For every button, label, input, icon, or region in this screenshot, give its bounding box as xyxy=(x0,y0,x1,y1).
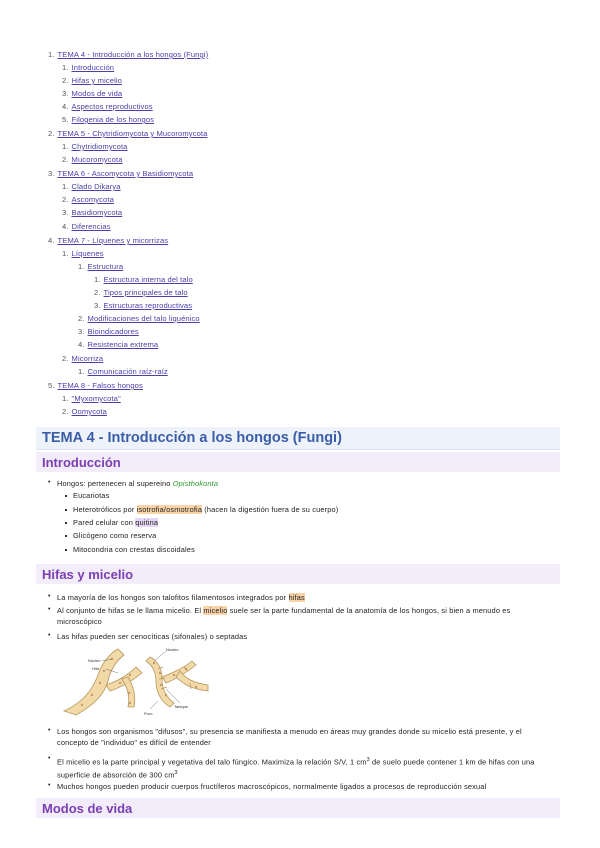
toc-link[interactable]: Bioindicadores xyxy=(87,327,139,336)
bullet-dot: • xyxy=(48,727,51,734)
heading-modos-de-vida xyxy=(36,798,560,818)
label-tabique: Tabique xyxy=(174,704,189,709)
text: Heterotróficos por xyxy=(73,505,137,514)
toc-link[interactable]: Tipos principales de talo xyxy=(103,288,188,297)
intro-sub-3 xyxy=(73,518,158,529)
toc-link[interactable]: Introducción xyxy=(71,63,115,72)
heading-introduccion-text: Introducción xyxy=(42,455,121,470)
bullet-dot: • xyxy=(48,782,51,789)
toc-link[interactable]: Aspectos reproductivos xyxy=(71,102,153,111)
toc-item[interactable]: 2. Oomycota xyxy=(62,407,107,416)
toc-item[interactable]: 1. Chytridiomycota xyxy=(62,142,128,151)
intro-sub-2 xyxy=(73,505,338,516)
intro-sub-1: Eucariotas xyxy=(73,491,110,500)
text: Al conjunto de hifas se le llama micelio. El xyxy=(57,606,204,615)
text: microscópico xyxy=(57,616,102,626)
text: Hongos: pertenecen al supereino xyxy=(57,479,173,488)
toc-item[interactable]: 1. Estructura interna del talo xyxy=(94,275,193,284)
toc-item[interactable]: 3. Estructuras reproductivas xyxy=(94,301,193,310)
toc-item[interactable]: 5. TEMA 8 - Falsos hongos xyxy=(48,381,143,390)
toc-link[interactable]: Modos de vida xyxy=(71,89,123,98)
hifas-bullet-1 xyxy=(57,593,305,604)
hifas-bullet-6: Muchos hongos pueden producir cuerpos fructíferos macroscópicos, normalmente ligados a procesos de reproducción sexual xyxy=(57,782,487,791)
text: suele ser la parte fundamental de la anatomía de los hongos, si bien a menudo es xyxy=(227,606,511,615)
highlight-text: quitina xyxy=(135,518,159,527)
text: de suelo puede contener 1 km de hifas con una xyxy=(369,757,535,767)
bullet-square xyxy=(65,495,67,497)
highlight-text: micelio xyxy=(203,606,228,615)
toc-item[interactable]: 3. Modos de vida xyxy=(62,89,123,98)
toc-item[interactable]: 4. Resistencia extrema xyxy=(78,340,159,349)
toc-link[interactable]: Modificaciones del talo liquénico xyxy=(87,314,200,323)
toc-item[interactable]: 3. Bioindicadores xyxy=(78,327,139,336)
toc-link[interactable]: Estructura xyxy=(87,262,124,271)
intro-bullet-1 xyxy=(57,479,218,490)
superscript: 3 xyxy=(366,757,370,763)
text: Los hongos son organismos "difusos", su presencia se manifiesta a menudo en áreas muy grandes donde su micelio está presente, y el xyxy=(57,727,522,736)
label-hifa: Hifa xyxy=(92,666,100,671)
toc-link[interactable]: Mucoromycota xyxy=(71,155,123,164)
highlight-text: isotrofia/osmotrofia xyxy=(136,505,203,514)
toc-link[interactable]: TEMA 5 - Chytridiomycota y Mucoromycota xyxy=(57,129,208,138)
toc-item[interactable]: 2. Micorriza xyxy=(62,354,104,363)
toc-item[interactable]: 1. Clado Dikarya xyxy=(62,182,121,191)
hifas-bullet-3: Las hifas pueden ser cenocíticas (sifonales) o septadas xyxy=(57,632,248,641)
toc-link[interactable]: Ascomycota xyxy=(71,195,114,204)
toc-item[interactable]: 1. Introducción xyxy=(62,63,115,72)
toc-link[interactable]: Líquenes xyxy=(71,249,104,258)
toc-link[interactable]: "Myxomycota" xyxy=(71,394,121,403)
label-nucleo-2: Núcleo xyxy=(166,647,179,652)
bullet-square xyxy=(65,549,67,551)
toc-link[interactable]: Basidiomycota xyxy=(71,208,123,217)
toc-item[interactable]: 4. TEMA 7 - Líquenes y micorrizas xyxy=(48,236,169,245)
superscript: 3 xyxy=(174,769,178,776)
hifas-bullet-4 xyxy=(57,727,557,748)
toc-link[interactable]: TEMA 6 - Ascomycota y Basidiomycota xyxy=(57,169,194,178)
text: superficie de absorción de 300 cm xyxy=(57,770,175,780)
heading-modos-de-vida-text: Modos de vida xyxy=(42,801,133,816)
heading-tema-4 xyxy=(36,427,560,450)
intro-sub-5: Mitocondria con crestas discoidales xyxy=(73,545,195,554)
heading-hifas-micelio xyxy=(36,564,560,584)
heading-hifas-micelio-text: Hifas y micelio xyxy=(42,567,134,582)
hifas-bullet-2 xyxy=(57,606,557,627)
toc-link[interactable]: Clado Dikarya xyxy=(71,182,121,191)
toc-item[interactable]: 2. Hifas y micelio xyxy=(62,76,122,85)
toc-link[interactable]: Resistencia extrema xyxy=(87,340,159,349)
heading-tema-4-text: TEMA 4 - Introducción a los hongos (Fungi) xyxy=(42,430,342,446)
toc-link[interactable]: Hifas y micelio xyxy=(71,76,122,85)
toc-item[interactable]: 4. Aspectos reproductivos xyxy=(62,102,153,111)
toc-item[interactable]: 1. Comunicación raíz-raíz xyxy=(78,367,168,376)
text: Pared celular con xyxy=(73,518,136,527)
hifas-bullet-5 xyxy=(57,755,557,781)
hyphae-diagram xyxy=(62,645,212,717)
toc-item[interactable]: 2. TEMA 5 - Chytridiomycota y Mucoromycota xyxy=(48,129,208,138)
text: (hacen la digestión fuera de su cuerpo) xyxy=(202,505,339,514)
bullet-dot: • xyxy=(48,755,51,762)
toc-link[interactable]: TEMA 8 - Falsos hongos xyxy=(57,381,143,390)
toc-item[interactable]: 5. Filogenia de los hongos xyxy=(62,115,155,124)
toc-item[interactable]: 1. "Myxomycota" xyxy=(62,394,121,403)
text: concepto de "individuo" es difícil de entender xyxy=(57,737,211,747)
heading-introduccion xyxy=(36,452,560,472)
intro-sub-4: Glicógeno como reserva xyxy=(73,531,157,540)
toc-link[interactable]: TEMA 4 - Introducción a los hongos (Fungi) xyxy=(57,50,209,59)
toc-item[interactable]: 2. Ascomycota xyxy=(62,195,114,204)
toc-link[interactable]: Estructura interna del talo xyxy=(103,275,193,284)
text: La mayoría de los hongos son talofitos filamentosos integrados por xyxy=(57,593,289,602)
highlight-text: hifas xyxy=(288,593,305,602)
toc-link[interactable]: Estructuras reproductivas xyxy=(103,301,193,310)
toc-item[interactable]: 2. Mucoromycota xyxy=(62,155,123,164)
toc-link[interactable]: Filogenia de los hongos xyxy=(71,115,155,124)
toc-item[interactable]: 2. Tipos principales de talo xyxy=(94,288,188,297)
toc-link[interactable]: Comunicación raíz-raíz xyxy=(87,367,168,376)
toc-item[interactable]: 3. TEMA 6 - Ascomycota y Basidiomycota xyxy=(48,169,194,178)
emphasis-text: Opisthokonta xyxy=(172,479,219,488)
toc-link[interactable]: TEMA 7 - Líquenes y micorrizas xyxy=(57,236,169,245)
label-nucleo: Núcleo xyxy=(88,658,101,663)
toc-link[interactable]: Diferencias xyxy=(71,222,111,231)
toc-link[interactable]: Oomycota xyxy=(71,407,107,416)
toc-item[interactable]: 3. Basidiomycota xyxy=(62,208,123,217)
bullet-square xyxy=(65,509,67,511)
bullet-square xyxy=(65,535,67,537)
toc-item[interactable]: 1. Estructura xyxy=(78,262,124,271)
toc-link[interactable]: Micorriza xyxy=(71,354,104,363)
label-poro: Poro xyxy=(144,711,153,716)
toc-item[interactable]: 1. TEMA 4 - Introducción a los hongos (Fungi) xyxy=(48,50,209,59)
bullet-dot: • xyxy=(48,606,51,613)
toc-link[interactable]: Chytridiomycota xyxy=(71,142,128,151)
bullet-square xyxy=(65,522,67,524)
bullet-dot: • xyxy=(48,632,51,639)
bullet-dot: • xyxy=(48,593,51,600)
bullet-dot: • xyxy=(48,479,51,486)
toc-item[interactable]: 4. Diferencias xyxy=(62,222,111,231)
text: El micelio es la parte principal y vegetativa del talo fúngico. Maximiza la relación S/V, 1 cm xyxy=(57,757,367,767)
toc-item[interactable]: 2. Modificaciones del talo liquénico xyxy=(78,314,200,323)
toc-item[interactable]: 1. Líquenes xyxy=(62,249,104,258)
